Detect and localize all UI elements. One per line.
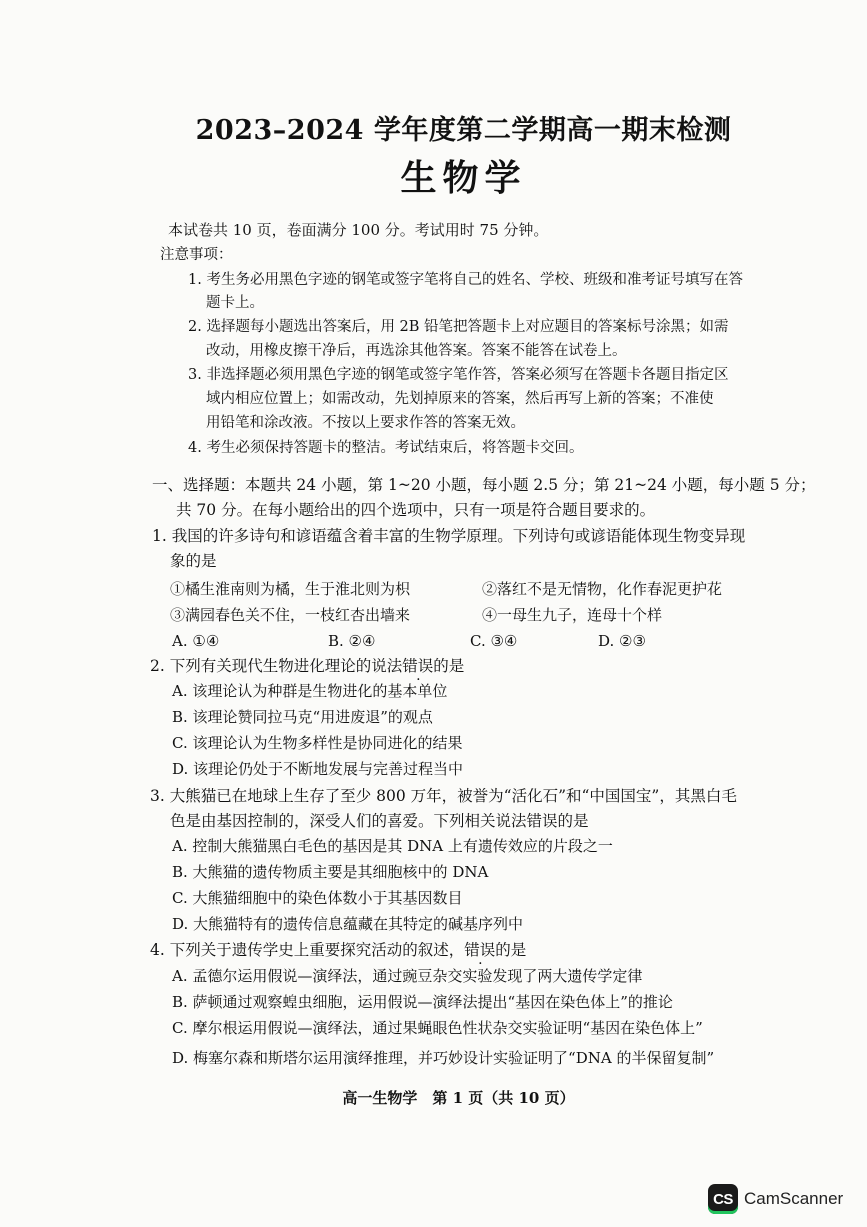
exam-intro: 本试卷共 10 页，卷面满分 100 分。考试用时 75 分钟。: [168, 221, 549, 239]
page-footer: 高一生物学 第 1 页（共 10 页）: [342, 1089, 575, 1107]
notice-line: 用铅笔和涂改液。不按以上要求作答的答案无效。: [206, 415, 525, 431]
subject-title: 生物学: [400, 157, 527, 199]
stem-text: 2. 下列有关现代生物进化理论的说法: [150, 657, 403, 675]
question-3-stem: 3. 大熊猫已在地球上生存了至少 800 万年，被誉为“活化石”和“中国国宝”，其黑白毛: [150, 787, 737, 805]
question-3-stem-cont: [170, 810, 589, 832]
question-3-option-a: A. 控制大熊猫黑白毛色的基因是其 DNA 上有遗传效应的片段之一: [172, 837, 613, 855]
question-3-option-c: C. 大熊猫细胞中的染色体数小于其基因数目: [172, 889, 463, 907]
emphasis-word: 错误: [402, 657, 434, 675]
question-4-option-d: D. 梅塞尔森和斯塔尔运用演绎推理，并巧妙设计实验证明了“DNA 的半保留复制”: [172, 1049, 715, 1067]
question-3-option-b: B. 大熊猫的遗传物质主要是其细胞核中的 DNA: [172, 863, 489, 881]
notice-heading: 注意事项：: [160, 247, 233, 263]
question-1-item: ④一母生九子，连母十个样: [482, 606, 663, 624]
notice-line: 1. 考生务必用黑色字迹的钢笔或签字笔将自己的姓名、学校、班级和准考证号填写在答: [188, 272, 743, 288]
stem-text: 4. 下列关于遗传学史上重要探究活动的叙述，: [150, 941, 465, 959]
notice-line: 域内相应位置上；如需改动，先划掉原来的答案，然后再写上新的答案；不准使: [206, 391, 714, 407]
stem-text: 的是: [557, 812, 589, 830]
question-1-stem-cont: 象的是: [170, 552, 217, 570]
notice-line: 2. 选择题每小题选出答案后，用 2B 铅笔把答题卡上对应题目的答案标号涂黑；如需: [188, 319, 729, 335]
emphasis-word: 错误: [464, 941, 496, 959]
notice-line: 改动，用橡皮擦干净后，再选涂其他答案。答案不能答在试卷上。: [206, 343, 627, 359]
question-4-option-c: C. 摩尔根运用假说—演绎法，通过果蝇眼色性状杂交实验证明“基因在染色体上”: [172, 1019, 703, 1037]
question-4-option-a: A. 孟德尔运用假说—演绎法，通过豌豆杂交实验发现了两大遗传学定律: [172, 967, 643, 985]
notice-line: 题卡上。: [206, 295, 264, 311]
question-1-option-d: D. ②③: [598, 632, 646, 650]
question-2-option-c: C. 该理论认为生物多样性是协同进化的结果: [172, 734, 463, 752]
camscanner-text: CamScanner: [744, 1189, 844, 1208]
stem-text: 的是: [433, 657, 465, 675]
section-header: 一、选择题：本题共 24 小题，第 1~20 小题，每小题 2.5 分；第 21~24 小题，每小题 5 分；: [152, 476, 816, 494]
camscanner-logo-icon: CS: [708, 1184, 738, 1214]
camscanner-watermark: [708, 1182, 843, 1216]
question-1-item: ②落红不是无情物，化作春泥更护花: [482, 580, 723, 598]
question-1-item: ③满园春色关不住，一枝红杏出墙来: [170, 606, 411, 624]
stem-text: 的是: [495, 941, 527, 959]
section-header-cont: 共 70 分。在每小题给出的四个选项中，只有一项是符合题目要求的。: [176, 501, 656, 519]
question-1-item: ①橘生淮南则为橘，生于淮北则为枳: [170, 580, 411, 598]
question-4-stem: [150, 939, 526, 961]
exam-title: 2023–2024 学年度第二学期高一期末检测: [195, 115, 732, 146]
question-1-option-b: B. ②④: [328, 632, 376, 650]
question-2-option-b: B. 该理论赞同拉马克“用进废退”的观点: [172, 708, 433, 726]
stem-text: 色是由基因控制的，深受人们的喜爱。下列相关说法: [170, 812, 527, 830]
question-1-option-a: A. ①④: [172, 632, 220, 650]
question-1-stem: 1. 我国的许多诗句和谚语蕴含着丰富的生物学原理。下列诗句或谚语能体现生物变异现: [152, 527, 746, 545]
question-1-option-c: C. ③④: [470, 632, 518, 650]
question-2-option-a: A. 该理论认为种群是生物进化的基本单位: [172, 682, 448, 700]
question-2-option-d: D. 该理论仍处于不断地发展与完善过程当中: [172, 760, 464, 778]
emphasis-word: 错误: [526, 812, 558, 830]
notice-line: 3. 非选择题必须用黑色字迹的钢笔或签字笔作答，答案必须写在答题卡各题目指定区: [188, 367, 729, 383]
notice-line: 4. 考生必须保持答题卡的整洁。考试结束后，将答题卡交回。: [188, 440, 584, 456]
question-4-option-b: B. 萨顿通过观察蝗虫细胞，运用假说—演绎法提出“基因在染色体上”的推论: [172, 993, 673, 1011]
question-3-option-d: D. 大熊猫特有的遗传信息蕴藏在其特定的碱基序列中: [172, 915, 524, 933]
question-2-stem: [150, 655, 464, 677]
